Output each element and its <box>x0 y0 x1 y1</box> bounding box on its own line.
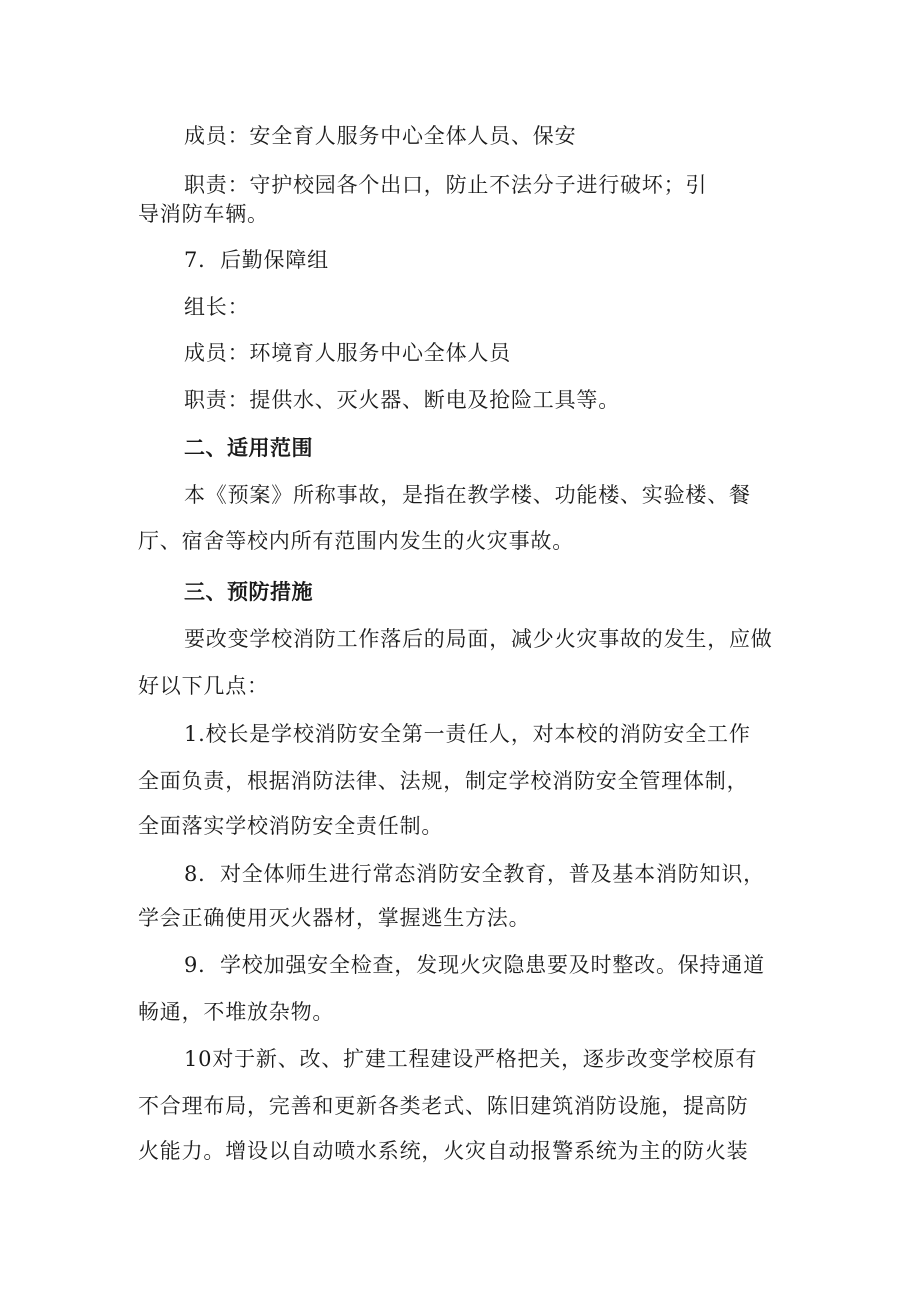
text-line: 本《预案》所称事故，是指在教学楼、功能楼、实验楼、餐 <box>184 483 751 507</box>
text-line: 全面落实学校消防安全责任制。 <box>138 814 444 838</box>
text-line: 10对于新、改、扩建工程建设严格把关，逐步改变学校原有 <box>184 1047 758 1071</box>
text-line: 畅通，不堆放杂物。 <box>138 1000 335 1024</box>
text-line: 厅、宿舍等校内所有范围内发生的火灾事故。 <box>138 529 574 553</box>
text-line: 导消防车辆。 <box>138 202 269 226</box>
text-line: 组长： <box>184 295 250 319</box>
text-line: 职责：守护校园各个出口，防止不法分子进行破坏；引 <box>184 173 708 197</box>
text-line: 好以下几点： <box>138 674 269 698</box>
text-line: 9．学校加强安全检查，发现火灾隐患要及时整改。保持通道 <box>184 953 765 977</box>
text-line: 7．后勤保障组 <box>184 248 329 272</box>
text-line: 要改变学校消防工作落后的局面，减少火灾事故的发生，应做 <box>184 627 773 651</box>
section-heading: 三、预防措施 <box>184 580 313 604</box>
text-line: 成员：安全育人服务中心全体人员、保安 <box>184 124 577 148</box>
text-line: 1.校长是学校消防安全第一责任人，对本校的消防安全工作 <box>184 722 751 746</box>
text-line: 学会正确使用灭火器材，掌握逃生方法。 <box>138 906 531 930</box>
text-line: 成员：环境育人服务中心全体人员 <box>184 341 511 365</box>
text-line: 不合理布局，完善和更新各类老式、陈旧建筑消防设施，提高防 <box>138 1094 749 1118</box>
text-line: 职责：提供水、灭火器、断电及抢险工具等。 <box>184 388 620 412</box>
text-line: 火能力。增设以自动喷水系统，火灾自动报警系统为主的防火装 <box>138 1139 749 1163</box>
text-line: 8．对全体师生进行常态消防安全教育，普及基本消防知识， <box>184 862 765 886</box>
section-heading: 二、适用范围 <box>184 436 313 460</box>
text-line: 全面负责，根据消防法律、法规，制定学校消防安全管理体制， <box>138 769 749 793</box>
